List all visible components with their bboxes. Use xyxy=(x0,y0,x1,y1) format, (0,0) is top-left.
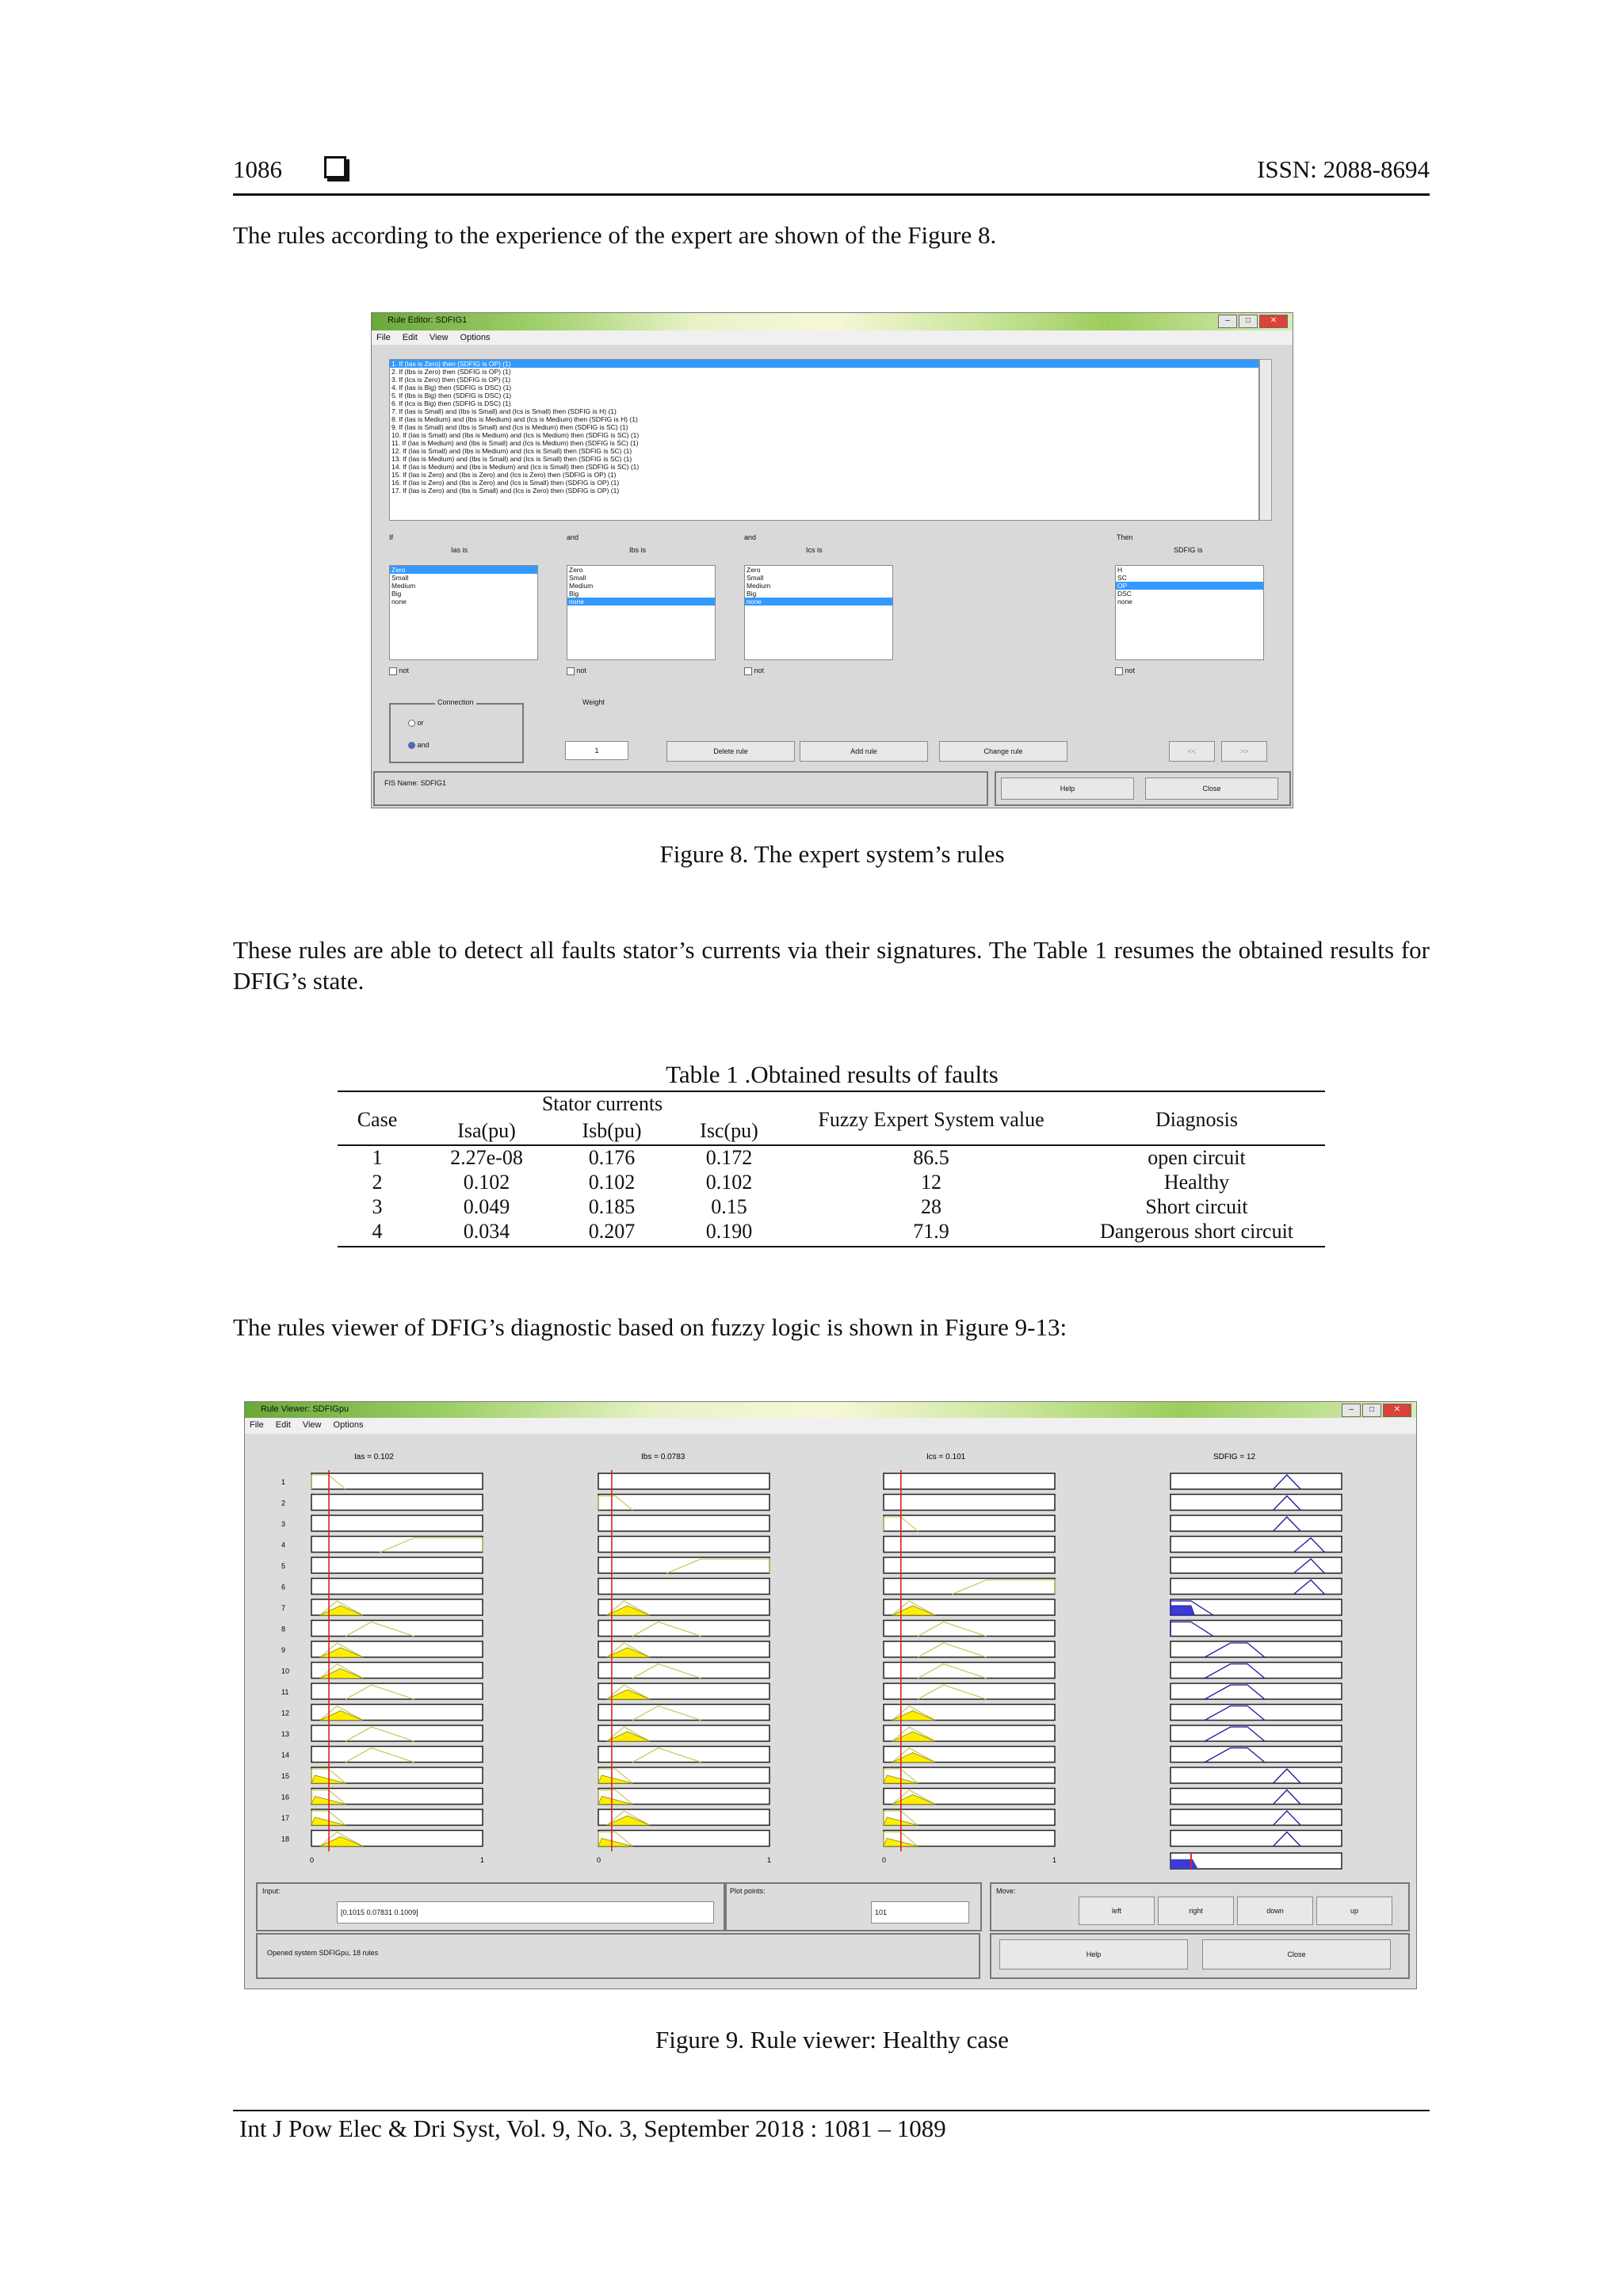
mf-box xyxy=(598,1557,769,1573)
mf-box xyxy=(1170,1705,1342,1721)
mf-box xyxy=(1170,1621,1342,1637)
maximize-icon[interactable]: □ xyxy=(1362,1404,1381,1417)
rule-number: 16 xyxy=(281,1793,290,1801)
connection-label: Connection xyxy=(435,698,476,706)
membership-option[interactable]: Zero xyxy=(569,566,583,574)
rule-list-scrollbar[interactable] xyxy=(1259,359,1272,521)
mf-box xyxy=(1170,1473,1342,1489)
rule-list-item[interactable]: 2. If (Ibs is Zero) then (SDFIG is OP) (1) xyxy=(391,368,511,376)
rule-list-item[interactable]: 6. If (Ics is Big) then (SDFIG is DSC) (1) xyxy=(391,399,511,407)
table-bottom-rule xyxy=(338,1246,1325,1247)
mf-box xyxy=(884,1473,1055,1489)
output-activation xyxy=(1170,1606,1194,1615)
mf-box xyxy=(1170,1663,1342,1679)
fis-name-status: FIS Name: SDFIG1 xyxy=(384,779,447,787)
rule-number: 10 xyxy=(281,1667,290,1675)
td-isa: 0.049 xyxy=(463,1195,510,1218)
weight-label: Weight xyxy=(582,698,605,706)
axis-max-label: 1 xyxy=(767,1856,772,1864)
close-button[interactable]: Close xyxy=(1145,777,1278,800)
rule-number: 17 xyxy=(281,1814,290,1822)
menu-bar xyxy=(372,330,1293,345)
rule-list-item[interactable]: 3. If (Ics is Zero) then (SDFIG is OP) (1) xyxy=(391,376,511,384)
mf-box xyxy=(311,1579,483,1595)
plot-points-field[interactable]: 101 xyxy=(871,1901,969,1924)
membership-option[interactable]: Big xyxy=(569,590,579,598)
membership-option[interactable]: none xyxy=(745,598,892,606)
figure8-caption: Figure 8. The expert system’s rules xyxy=(659,840,1005,868)
maximize-icon[interactable]: □ xyxy=(1239,315,1258,328)
th-fuzzy-value: Fuzzy Expert System value xyxy=(818,1108,1044,1131)
rule-editor-window xyxy=(371,312,1293,808)
figure9-caption: Figure 9. Rule viewer: Healthy case xyxy=(655,2026,1009,2053)
not-checkbox-sdfig[interactable]: not xyxy=(1115,667,1135,675)
rule-list-item[interactable]: 8. If (Ias is Medium) and (Ibs is Medium) and (Ics is Medium) then (SDFIG is H) (1) xyxy=(391,415,638,423)
rule-list-item[interactable]: 11. If (Ias is Medium) and (Ibs is Small) and (Ics is Medium) then (SDFIG is SC) (1) xyxy=(391,439,639,447)
radio-and[interactable]: and xyxy=(408,741,430,749)
add-rule-button[interactable]: Add rule xyxy=(800,741,928,762)
membership-option[interactable]: Medium xyxy=(569,582,594,590)
mf-box xyxy=(598,1705,769,1721)
rule-list-item[interactable]: 7. If (Ias is Small) and (Ibs is Small) and (Ics is Small) then (SDFIG is H) (1) xyxy=(391,407,617,415)
rule-list-item[interactable]: 1. If (Ias is Zero) then (SDFIG is OP) (1) xyxy=(390,360,1258,368)
rule-list-item[interactable]: 12. If (Ias is Small) and (Ibs is Medium) and (Ics is Small) then (SDFIG is SC) (1) xyxy=(391,447,632,455)
td-isb: 0.176 xyxy=(588,1146,636,1169)
th-isa: Isa(pu) xyxy=(457,1119,516,1142)
move-left-button[interactable]: left xyxy=(1079,1897,1155,1925)
rule-list-item[interactable]: 4. If (Ias is Big) then (SDFIG is DSC) (1) xyxy=(391,384,512,392)
rule-list-item[interactable]: 14. If (Ias is Medium) and (Ibs is Medium) and (Ics is Small) then (SDFIG is SC) (1) xyxy=(391,463,640,471)
axis-min-label: 0 xyxy=(597,1856,601,1864)
menu-file[interactable]: File xyxy=(250,1420,264,1430)
rule-list-item[interactable]: 13. If (Ias is Medium) and (Ibs is Small) and (Ics is Small) then (SDFIG is SC) (1) xyxy=(391,455,632,463)
mf-box xyxy=(1170,1515,1342,1531)
mf-box xyxy=(311,1683,483,1699)
rule-number: 14 xyxy=(281,1751,290,1759)
mf-box xyxy=(1170,1831,1342,1847)
mf-box xyxy=(884,1557,1055,1573)
footer-citation: Int J Pow Elec & Dri Syst, Vol. 9, No. 3, September 2018 : 1081 – 1089 xyxy=(239,2115,946,2142)
weight-input[interactable]: 1 xyxy=(565,741,628,760)
rule-number: 7 xyxy=(281,1604,286,1612)
move-right-button[interactable]: right xyxy=(1158,1897,1234,1925)
mf-box xyxy=(884,1621,1055,1637)
then-label: Then xyxy=(1117,533,1133,541)
td-diagnosis: Short circuit xyxy=(1145,1195,1248,1218)
close-icon[interactable]: ✕ xyxy=(1383,1404,1411,1417)
rule-list-item[interactable]: 10. If (Ias is Small) and (Ibs is Medium) and (Ics is Medium) then (SDFIG is SC) (1) xyxy=(391,431,640,439)
axis-min-label: 0 xyxy=(310,1856,315,1864)
th-isb: Isb(pu) xyxy=(582,1119,642,1142)
help-button[interactable]: Help xyxy=(999,1939,1188,1969)
help-button[interactable]: Help xyxy=(1001,777,1134,800)
mf-box xyxy=(311,1725,483,1741)
membership-option[interactable]: Big xyxy=(747,590,757,598)
rule-number: 9 xyxy=(281,1646,286,1654)
mf-box xyxy=(1170,1809,1342,1825)
td-isa: 2.27e-08 xyxy=(450,1146,523,1169)
table1-title: Table 1 .Obtained results of faults xyxy=(666,1060,999,1088)
mf-box xyxy=(884,1495,1055,1511)
rule-number: 8 xyxy=(281,1625,286,1633)
mf-box xyxy=(1170,1683,1342,1699)
mf-box xyxy=(1170,1495,1342,1511)
minimize-icon[interactable]: – xyxy=(1342,1404,1361,1417)
rule-viewer-window xyxy=(244,1401,1417,1989)
mf-box xyxy=(884,1641,1055,1657)
td-fuzzy-value: 28 xyxy=(921,1195,941,1218)
td-isc: 0.172 xyxy=(705,1146,753,1169)
membership-option[interactable]: Small xyxy=(569,574,586,582)
radio-or[interactable]: or xyxy=(408,719,424,727)
menu-options[interactable]: Options xyxy=(333,1420,364,1430)
change-rule-button[interactable]: Change rule xyxy=(939,741,1067,762)
prev-button[interactable]: << xyxy=(1169,741,1215,762)
ias-column-title: Ias is xyxy=(451,546,468,554)
membership-option[interactable]: Medium xyxy=(747,582,771,590)
td-isc: 0.190 xyxy=(705,1220,753,1243)
mf-box xyxy=(884,1515,1055,1531)
axis-min-label: 0 xyxy=(882,1856,887,1864)
td-isc: 0.102 xyxy=(705,1171,753,1194)
membership-option[interactable]: Small xyxy=(747,574,764,582)
not-checkbox-ias[interactable]: not xyxy=(389,667,409,675)
th-diagnosis: Diagnosis xyxy=(1155,1108,1238,1131)
mf-box xyxy=(598,1579,769,1595)
mf-box xyxy=(884,1683,1055,1699)
mf-box xyxy=(598,1663,769,1679)
mf-box xyxy=(311,1621,483,1637)
td-isb: 0.102 xyxy=(588,1171,636,1194)
rule-list-item[interactable]: 16. If (Ias is Zero) and (Ibs is Zero) and (Ics is Small) then (SDFIG is OP) (1) xyxy=(391,479,620,487)
menu-options[interactable]: Options xyxy=(460,333,491,342)
td-case: 3 xyxy=(372,1195,383,1218)
membership-option[interactable]: H xyxy=(1117,566,1123,574)
membership-option[interactable]: DSC xyxy=(1117,590,1132,598)
membership-option[interactable]: OP xyxy=(1116,582,1263,590)
axis-max-label: 1 xyxy=(480,1856,485,1864)
mf-box xyxy=(598,1621,769,1637)
mf-box xyxy=(598,1747,769,1763)
rule-number: 3 xyxy=(281,1520,286,1528)
variable-title: Ics = 0.101 xyxy=(926,1453,966,1461)
td-fuzzy-value: 71.9 xyxy=(913,1220,949,1243)
if-label: If xyxy=(389,533,394,541)
mf-box xyxy=(311,1747,483,1763)
td-isb: 0.207 xyxy=(588,1220,636,1243)
input-field[interactable]: [0.1015 0.07831 0.1009] xyxy=(337,1901,714,1924)
td-fuzzy-value: 86.5 xyxy=(913,1146,949,1169)
mf-box xyxy=(884,1537,1055,1553)
td-diagnosis: open circuit xyxy=(1148,1146,1246,1169)
connection-panel xyxy=(389,703,524,763)
rule-list[interactable] xyxy=(389,359,1259,521)
ias-listbox[interactable] xyxy=(389,565,538,660)
paragraph-2: These rules are able to detect all faults stator’s currents via their signatures. The Table 1 resumes the obtained results for DFIG’s state. xyxy=(233,936,1430,995)
td-case: 1 xyxy=(372,1146,383,1169)
td-case: 2 xyxy=(372,1171,383,1194)
status-panel xyxy=(373,771,988,806)
close-icon[interactable]: ✕ xyxy=(1259,315,1288,328)
move-down-button[interactable]: down xyxy=(1237,1897,1313,1925)
not-checkbox-ibs[interactable]: not xyxy=(567,667,586,675)
footer-rule xyxy=(233,2110,1430,2111)
td-isa: 0.034 xyxy=(463,1220,510,1243)
menu-bar xyxy=(245,1418,1416,1434)
menu-view[interactable]: View xyxy=(302,1420,322,1430)
rule-number: 11 xyxy=(281,1688,289,1696)
variable-title: SDFIG = 12 xyxy=(1213,1453,1256,1461)
menu-edit[interactable]: Edit xyxy=(275,1420,291,1430)
issn: ISSN: 2088-8694 xyxy=(1257,155,1430,183)
move-label: Move: xyxy=(996,1887,1016,1895)
th-case: Case xyxy=(357,1108,398,1131)
membership-option[interactable]: Medium xyxy=(391,582,416,590)
td-fuzzy-value: 12 xyxy=(921,1171,941,1194)
mf-box xyxy=(311,1473,483,1489)
membership-option[interactable]: none xyxy=(567,598,715,606)
rule-number: 12 xyxy=(281,1709,290,1717)
rule-number: 6 xyxy=(281,1583,286,1591)
mf-box xyxy=(598,1495,769,1511)
sdfig-listbox[interactable] xyxy=(1115,565,1264,660)
membership-option[interactable]: none xyxy=(1117,598,1132,606)
and-label-1: and xyxy=(567,533,579,541)
mf-box xyxy=(1170,1557,1342,1573)
mf-box xyxy=(1170,1747,1342,1763)
mf-box xyxy=(598,1537,769,1553)
close-button[interactable]: Close xyxy=(1202,1939,1391,1969)
membership-option[interactable]: Zero xyxy=(390,566,537,574)
menu-file[interactable]: File xyxy=(376,333,391,342)
mf-box xyxy=(1170,1641,1342,1657)
window-controls xyxy=(1218,315,1288,328)
intro-paragraph: The rules according to the experience of the expert are shown of the Figure 8. xyxy=(233,221,997,249)
variable-title: Ibs = 0.0783 xyxy=(641,1453,685,1461)
header-rule xyxy=(233,193,1430,196)
move-up-button[interactable]: up xyxy=(1316,1897,1392,1925)
td-case: 4 xyxy=(372,1220,383,1243)
not-checkbox-ics[interactable]: not xyxy=(744,667,764,675)
mf-box xyxy=(598,1515,769,1531)
rule-number: 13 xyxy=(281,1730,290,1738)
axis-max-label: 1 xyxy=(1052,1856,1057,1864)
rule-number: 4 xyxy=(281,1541,286,1549)
and-label-2: and xyxy=(744,533,757,541)
rule-list-item[interactable]: 17. If (Ias is Zero) and (Ibs is Small) and (Ics is Zero) then (SDFIG is OP) (1) xyxy=(391,487,620,495)
mf-box xyxy=(598,1473,769,1489)
mf-box xyxy=(1170,1599,1342,1615)
sdfig-column-title: SDFIG is xyxy=(1174,546,1203,554)
membership-option[interactable]: Big xyxy=(391,590,402,598)
td-diagnosis: Dangerous short circuit xyxy=(1099,1220,1294,1243)
rule-number: 5 xyxy=(281,1562,286,1570)
rule-list-item[interactable]: 15. If (Ias is Zero) and (Ibs is Zero) and (Ics is Zero) then (SDFIG is OP) (1) xyxy=(391,471,617,479)
mf-box xyxy=(1170,1579,1342,1595)
mf-box xyxy=(311,1557,483,1573)
window-title: Rule Editor: SDFIG1 xyxy=(388,315,468,325)
th-stator-currents: Stator currents xyxy=(541,1092,663,1115)
mf-box xyxy=(1170,1789,1342,1805)
window-title: Rule Viewer: SDFIGpu xyxy=(261,1404,349,1414)
ibs-listbox[interactable] xyxy=(567,565,716,660)
membership-option[interactable]: Small xyxy=(391,574,409,582)
th-isc: Isc(pu) xyxy=(700,1119,758,1142)
rule-list-item[interactable]: 5. If (Ibs is Big) then (SDFIG is DSC) (1) xyxy=(391,392,512,399)
mf-box xyxy=(884,1579,1055,1595)
window-controls xyxy=(1342,1404,1411,1417)
td-diagnosis: Healthy xyxy=(1163,1171,1230,1194)
title-bar xyxy=(245,1402,1416,1418)
mf-box xyxy=(1170,1725,1342,1741)
status-text: Opened system SDFIGpu, 18 rules xyxy=(267,1949,379,1957)
ics-listbox[interactable] xyxy=(744,565,893,660)
rule-viewer-plot xyxy=(245,1434,1416,1909)
rule-number: 2 xyxy=(281,1499,286,1507)
menu-view[interactable]: View xyxy=(429,333,449,342)
mf-box xyxy=(1170,1767,1342,1783)
mf-box xyxy=(1170,1537,1342,1553)
rule-number: 1 xyxy=(281,1478,286,1486)
mf-box xyxy=(311,1515,483,1531)
page-number: 1086 xyxy=(233,155,282,183)
mf-box xyxy=(311,1495,483,1511)
rule-list-item[interactable]: 9. If (Ias is Small) and (Ibs is Small) and (Ics is Medium) then (SDFIG is SC) (1) xyxy=(391,423,628,431)
td-isa: 0.102 xyxy=(463,1171,510,1194)
mf-box xyxy=(884,1663,1055,1679)
title-bar xyxy=(372,313,1293,330)
plot-points-label: Plot points: xyxy=(730,1887,766,1895)
ics-column-title: Ics is xyxy=(806,546,823,554)
td-isc: 0.15 xyxy=(711,1195,747,1218)
variable-title: Ias = 0.102 xyxy=(354,1453,394,1461)
membership-option[interactable]: Zero xyxy=(747,566,761,574)
next-button[interactable]: >> xyxy=(1221,741,1267,762)
td-isb: 0.185 xyxy=(588,1195,636,1218)
square-bullet-icon xyxy=(324,156,346,178)
membership-option[interactable]: none xyxy=(391,598,407,606)
menu-edit[interactable]: Edit xyxy=(402,333,418,342)
rule-number: 18 xyxy=(281,1835,290,1843)
ibs-column-title: Ibs is xyxy=(629,546,647,554)
mf-box xyxy=(311,1537,483,1553)
membership-option[interactable]: SC xyxy=(1117,574,1127,582)
delete-rule-button[interactable]: Delete rule xyxy=(666,741,795,762)
input-label: Input: xyxy=(262,1887,281,1895)
paragraph-3: The rules viewer of DFIG’s diagnostic based on fuzzy logic is shown in Figure 9-13: xyxy=(233,1313,1067,1341)
minimize-icon[interactable]: – xyxy=(1218,315,1237,328)
rule-number: 15 xyxy=(281,1772,290,1780)
